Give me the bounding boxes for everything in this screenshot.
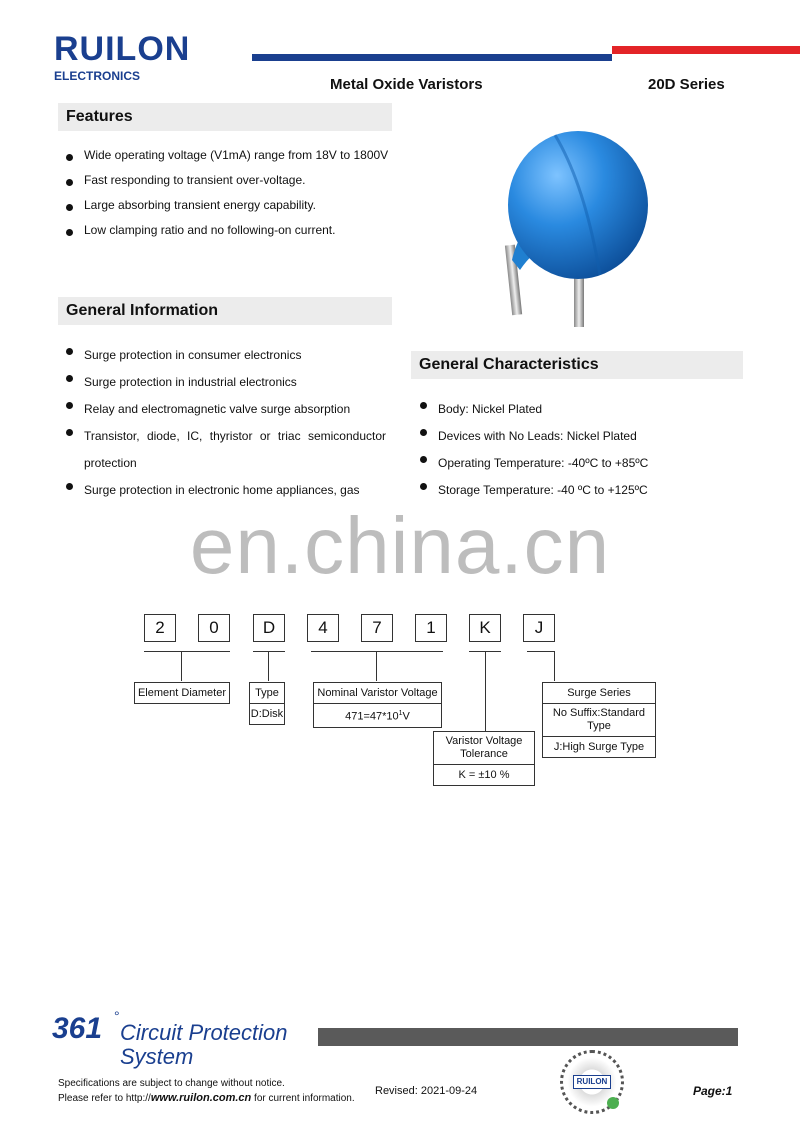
nominal-voltage-label: Nominal Varistor Voltage: [317, 687, 438, 699]
element-diameter-box: [134, 682, 230, 704]
general-info-list: [60, 342, 386, 504]
connector-line: [144, 651, 230, 652]
list-item: Large absorbing transient energy capability.: [60, 198, 400, 212]
spec-note: Specifications are subject to change without notice.: [58, 1078, 285, 1089]
header-bar-blue: [252, 54, 612, 61]
list-item: Wide operating voltage (V1mA) range from 18V to 1800V: [60, 148, 400, 162]
list-item: Devices with No Leads: Nickel Plated: [414, 423, 744, 450]
qr-code-icon: [560, 1050, 624, 1114]
list-item: Fast responding to transient over-voltage.: [60, 173, 400, 187]
list-item: Surge protection in industrial electronics: [60, 369, 386, 396]
list-item: Storage Temperature: -40 ºC to +125ºC: [414, 477, 744, 504]
features-list: [60, 148, 400, 237]
code-char: J: [523, 614, 555, 642]
list-item: Body: Nickel Plated: [414, 396, 744, 423]
page-number: Page:1: [693, 1084, 733, 1098]
nominal-voltage-value: $471=47*10^1V$: [314, 703, 441, 727]
connector-line: [311, 651, 443, 652]
qr-badge-icon: [607, 1097, 619, 1109]
list-item: Relay and electromagnetic valve surge absorption: [60, 396, 386, 423]
website-link[interactable]: www.ruilon.com.cn: [150, 1092, 252, 1104]
code-char: 4: [307, 614, 339, 642]
document-series: 20D Series: [648, 76, 725, 93]
list-item: Low clamping ratio and no following-on current.: [60, 223, 400, 237]
surge-standard: No Suffix:Standard Type: [543, 703, 655, 736]
general-char-heading: General Characteristics: [411, 351, 743, 379]
varistor-image: [490, 125, 650, 335]
brand-logo: RUILON: [54, 30, 191, 68]
footer-cps-line1: Circuit Protection: [120, 1020, 288, 1045]
general-char-list: [414, 396, 744, 504]
footer-degree: °: [114, 1008, 120, 1024]
code-char: 2: [144, 614, 176, 642]
connector-line: [376, 651, 377, 681]
connector-line: [527, 651, 555, 652]
footer-cps-line2: System: [120, 1044, 194, 1069]
qr-brand: RUILON: [573, 1075, 611, 1089]
surge-series-label: Surge Series: [567, 687, 631, 699]
tolerance-label: Varistor Voltage Tolerance: [445, 735, 523, 760]
features-heading: Features: [58, 103, 392, 131]
tolerance-box: [433, 731, 535, 786]
list-item: Surge protection in consumer electronics: [60, 342, 386, 369]
connector-line: [181, 651, 182, 681]
surge-series-box: [542, 682, 656, 758]
refer-note: Please refer to http://www.ruilon.com.cn for current information.: [58, 1092, 355, 1104]
type-box: [249, 682, 285, 725]
code-char: K: [469, 614, 501, 642]
connector-line: [554, 651, 555, 681]
list-item: Operating Temperature: -40ºC to +85ºC: [414, 450, 744, 477]
nominal-voltage-box: [313, 682, 442, 728]
code-char: D: [253, 614, 285, 642]
type-label: Type: [255, 687, 279, 699]
header-bar-red: [612, 46, 800, 54]
footer-361-logo: 361: [52, 1012, 103, 1045]
code-char: 7: [361, 614, 393, 642]
surge-high: J:High Surge Type: [543, 736, 655, 757]
list-item: Transistor, diode, IC, thyristor or triac semiconductor protection: [60, 423, 386, 477]
connector-line: [485, 651, 486, 731]
code-char: 1: [415, 614, 447, 642]
footer-bar: [318, 1028, 738, 1046]
general-info-heading: General Information: [58, 297, 392, 325]
element-diameter-label: Element Diameter: [137, 687, 227, 699]
document-title: Metal Oxide Varistors: [330, 76, 483, 93]
brand-subtitle: ELECTRONICS: [54, 69, 141, 83]
connector-line: [268, 651, 269, 681]
tolerance-value: K = ±10 %: [434, 764, 534, 785]
code-char: 0: [198, 614, 230, 642]
list-item: Surge protection in electronic home appliances, gas: [60, 477, 386, 504]
connector-line: [253, 651, 285, 652]
revised-date: Revised: 2021-09-24: [375, 1085, 478, 1097]
watermark: en.china.cn: [189, 501, 611, 590]
type-value: D:Disk: [250, 703, 284, 724]
